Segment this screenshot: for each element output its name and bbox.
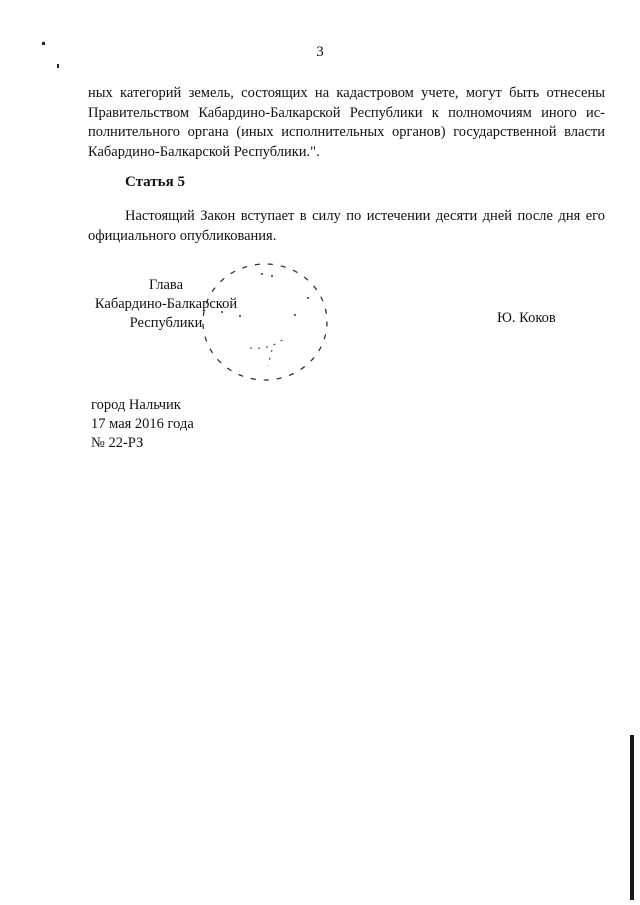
page-number: 3 — [316, 44, 324, 60]
paragraph-line: официального опубликования. — [88, 227, 277, 244]
scan-edge-bar — [630, 735, 634, 900]
intro-paragraph — [88, 84, 605, 162]
article-body — [88, 207, 605, 246]
signatory-title-line: Глава — [148, 277, 184, 293]
scan-mark — [57, 64, 59, 68]
paragraph-line: ных категорий земель, состоящих на кадастровом учете, могут быть отнесены — [88, 85, 605, 101]
paragraph-line: Правительством Кабардино-Балкарской Республики к полномочиям иного ис- — [88, 104, 605, 121]
date: 17 мая 2016 года — [91, 416, 194, 432]
paragraph-line: Кабардино-Балкарской Республики.". — [88, 143, 320, 160]
city: город Нальчик — [91, 397, 181, 413]
signatory-title-line: Республики — [129, 315, 203, 331]
signatory-title-line: Кабардино-Балкарской — [94, 296, 238, 312]
signatory-name: Ю. Коков — [497, 310, 556, 326]
signatory-title — [86, 276, 246, 333]
document-footer — [91, 396, 194, 453]
article-heading: Статья 5 — [125, 174, 185, 190]
document-number: № 22-РЗ — [91, 435, 144, 451]
paragraph-line: Настоящий Закон вступает в силу по истечении десяти дней после дня его — [125, 208, 605, 224]
paragraph-line: полнительного органа (иных исполнительных органов) государственной власти — [88, 124, 605, 140]
